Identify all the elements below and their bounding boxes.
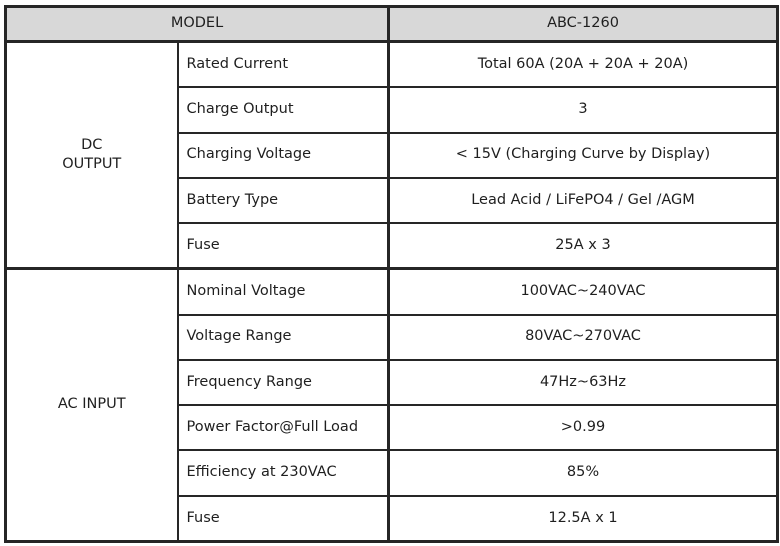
header-row [6, 7, 778, 42]
param-cell: Nominal Voltage [178, 269, 389, 315]
value-cell: 47Hz~63Hz [389, 360, 778, 405]
value-cell: 12.5A x 1 [389, 496, 778, 542]
param-cell: Power Factor@Full Load [178, 405, 389, 450]
param-cell: Fuse [178, 223, 389, 269]
value-cell: 3 [389, 87, 778, 132]
model-value-cell: ABC-1260 [389, 7, 778, 42]
spec-table [4, 5, 779, 543]
group-label-line: DC [81, 136, 103, 153]
value-cell: 85% [389, 450, 778, 495]
model-label-cell: MODEL [6, 7, 389, 42]
value-cell: 100VAC~240VAC [389, 269, 778, 315]
group-label-line: OUTPUT [62, 156, 122, 173]
value-cell: Lead Acid / LiFePO4 / Gel /AGM [389, 178, 778, 223]
param-cell: Fuse [178, 496, 389, 542]
param-cell: Frequency Range [178, 360, 389, 405]
param-cell: Voltage Range [178, 315, 389, 360]
param-cell: Charging Voltage [178, 133, 389, 178]
group-label-dc-output [6, 42, 178, 269]
table-row [6, 42, 778, 88]
value-cell: Total 60A (20A + 20A + 20A) [389, 42, 778, 88]
value-cell: 80VAC~270VAC [389, 315, 778, 360]
param-cell: Charge Output [178, 87, 389, 132]
value-cell: < 15V (Charging Curve by Display) [389, 133, 778, 178]
param-cell: Battery Type [178, 178, 389, 223]
group-label-ac-input [6, 269, 178, 542]
param-cell: Rated Current [178, 42, 389, 88]
group-label-line: AC INPUT [57, 396, 126, 413]
table-row [6, 269, 778, 315]
value-cell: 25A x 3 [389, 223, 778, 269]
param-cell: Efficiency at 230VAC [178, 450, 389, 495]
value-cell: >0.99 [389, 405, 778, 450]
